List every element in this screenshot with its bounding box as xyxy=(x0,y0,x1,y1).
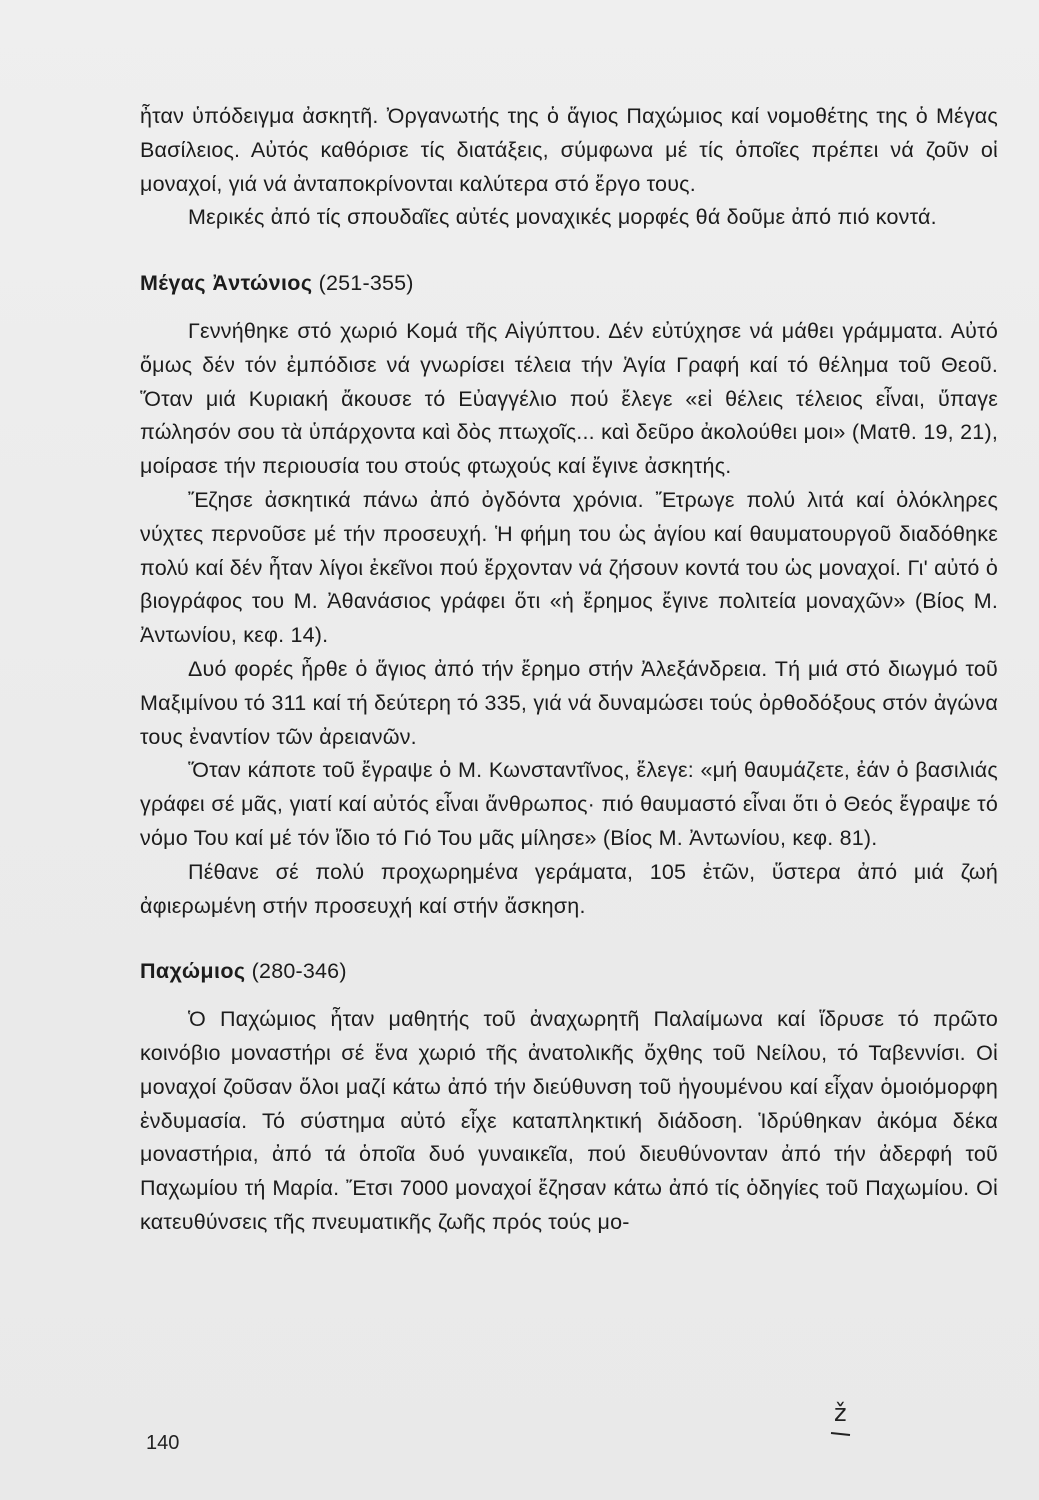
section-title-pachomios: Παχώμιος xyxy=(140,959,246,984)
intro-paragraph-1: ἦταν ὑπόδειγμα ἀσκητῆ. Ὀργανωτής της ὁ ἅγιος Παχώμιος καί νομοθέτης της ὁ Μέγας Βασίλειος. Αὐτός καθόρισε τίς διατάξεις, σύμφωνα μέ τίς ὁποῖες πρέπει νά ζοῦν οἱ μοναχοί, γιά νά ἀνταποκρίνονται καλύτερα στό ἔργο τους. xyxy=(140,104,998,196)
pachomios-paragraph: Ὁ Παχώμιος ἦταν μαθητής τοῦ ἀναχωρητῆ Παλαίμωνα καί ἵδρυσε τό πρῶτο κοινόβιο μοναστήρι σέ ἕνα χωριό τῆς ἀνατολικῆς ὄχθης τοῦ Νείλου, τό Ταβεννίσι. Οἱ μοναχοί ζοῦσαν ὅλοι μαζί κάτω ἀπό τήν διεύθυνση τοῦ ἡγουμένου καί εἶχαν ὁμοιόμορφη ἐνδυμασία. Τό σύστημα αὐτό εἶχε καταπληκτική διάδοση. Ἱδρύθηκαν ἀκόμα δέκα μοναστήρια, ἀπό τά ὁποῖα δυό γυναικεῖα, πού διευθύνονταν ἀπό τήν ἀδερφή τοῦ Παχωμίου τή Μαρία. Ἔτσι 7000 μοναχοί ἔζησαν κάτω ἀπό τίς ὁδηγίες τοῦ Παχωμίου. Οἱ κατευθύνσεις τῆς πνευματικῆς ζωῆς πρός τούς μο- xyxy=(140,1007,998,1234)
printer-mark-icon xyxy=(828,1395,858,1448)
section-heading-pachomios xyxy=(140,955,998,989)
antonios-paragraph: Ὅταν κάποτε τοῦ ἔγραψε ὁ Μ. Κωνσταντῖνος, ἔλεγε: «μή θαυμάζετε, ἐάν ὁ βασιλιάς γράφει σέ μᾶς, γιατί καί αὐτός εἶναι ἄνθρωπος· πιό θαυμαστό εἶναι ὅτι ὁ Θεός ἔγραψε τό νόμο Του καί μέ τόν ἴδιο τό Γιό Του μᾶς μίλησε» (Βίος Μ. Ἀντωνίου, κεφ. 81). xyxy=(140,758,998,850)
section-heading-antonios xyxy=(140,267,998,301)
intro-paragraph-2: Μερικές ἀπό τίς σπουδαῖες αὐτές μοναχικές μορφές θά δοῦμε ἀπό πιό κοντά. xyxy=(188,205,937,230)
printer-mark-glyph: ž xyxy=(834,1399,847,1427)
section-title-antonios: Μέγας Ἀντώνιος xyxy=(140,271,313,296)
page-number: 140 xyxy=(146,1432,180,1454)
section-dates-antonios: (251-355) xyxy=(318,271,414,296)
page-text xyxy=(140,100,998,1240)
antonios-paragraph: Ἔζησε ἀσκητικά πάνω ἀπό ὀγδόντα χρόνια. Ἔτρωγε πολύ λιτά καί ὁλόκληρες νύχτες περνοῦσε μέ τήν προσευχή. Ἡ φήμη του ὡς ἁγίου καί θαυματουργοῦ διαδόθηκε πολύ καί δέν ἦταν λίγοι ἐκεῖνοι πού ἔρχονταν νά ζήσουν κοντά του ὡς μοναχοί. Γι' αὐτό ὁ βιογράφος του Μ. Ἀθανάσιος γράφει ὅτι «ἡ ἔρημος ἔγινε πολιτεία μοναχῶν» (Βίος Μ. Ἀντωνίου, κεφ. 14). xyxy=(140,487,998,648)
antonios-paragraph: Πέθανε σέ πολύ προχωρημένα γεράματα, 105 ἐτῶν, ὕστερα ἀπό μιά ζωή ἀφιερωμένη στήν προσευχή καί στήν ἄσκηση. xyxy=(140,859,998,918)
section-dates-pachomios: (280-346) xyxy=(251,959,347,984)
antonios-paragraph: Δυό φορές ἦρθε ὁ ἅγιος ἀπό τήν ἔρημο στήν Ἀλεξάνδρεια. Τή μιά στό διωγμό τοῦ Μαξιμίνου τό 311 καί τή δεύτερη τό 335, γιά νά δυναμώσει τούς ὀρθοδόξους στόν ἀγώνα τους ἐναντίον τῶν ἀρειανῶν. xyxy=(140,656,998,749)
antonios-paragraph: Γεννήθηκε στό χωριό Κομά τῆς Αἰγύπτου. Δέν εὐτύχησε νά μάθει γράμματα. Αὐτό ὅμως δέν τόν ἐμπόδισε νά γνωρίσει τέλεια τήν Ἁγία Γραφή καί τό θέλημα τοῦ Θεοῦ. Ὅταν μιά Κυριακή ἄκουσε τό Εὐαγγέλιο πού ἔλεγε «εἰ θέλεις τέλειος εἶναι, ὕπαγε πώλησόν σου τὰ ὑπάρχοντα καὶ δὸς πτωχοῖς... καὶ δεῦρο ἀκολούθει μοι» (Ματθ. 19, 21), μοίρασε τήν περιουσία του στούς φτωχούς καί ἔγινε ἀσκητής. xyxy=(140,318,998,479)
